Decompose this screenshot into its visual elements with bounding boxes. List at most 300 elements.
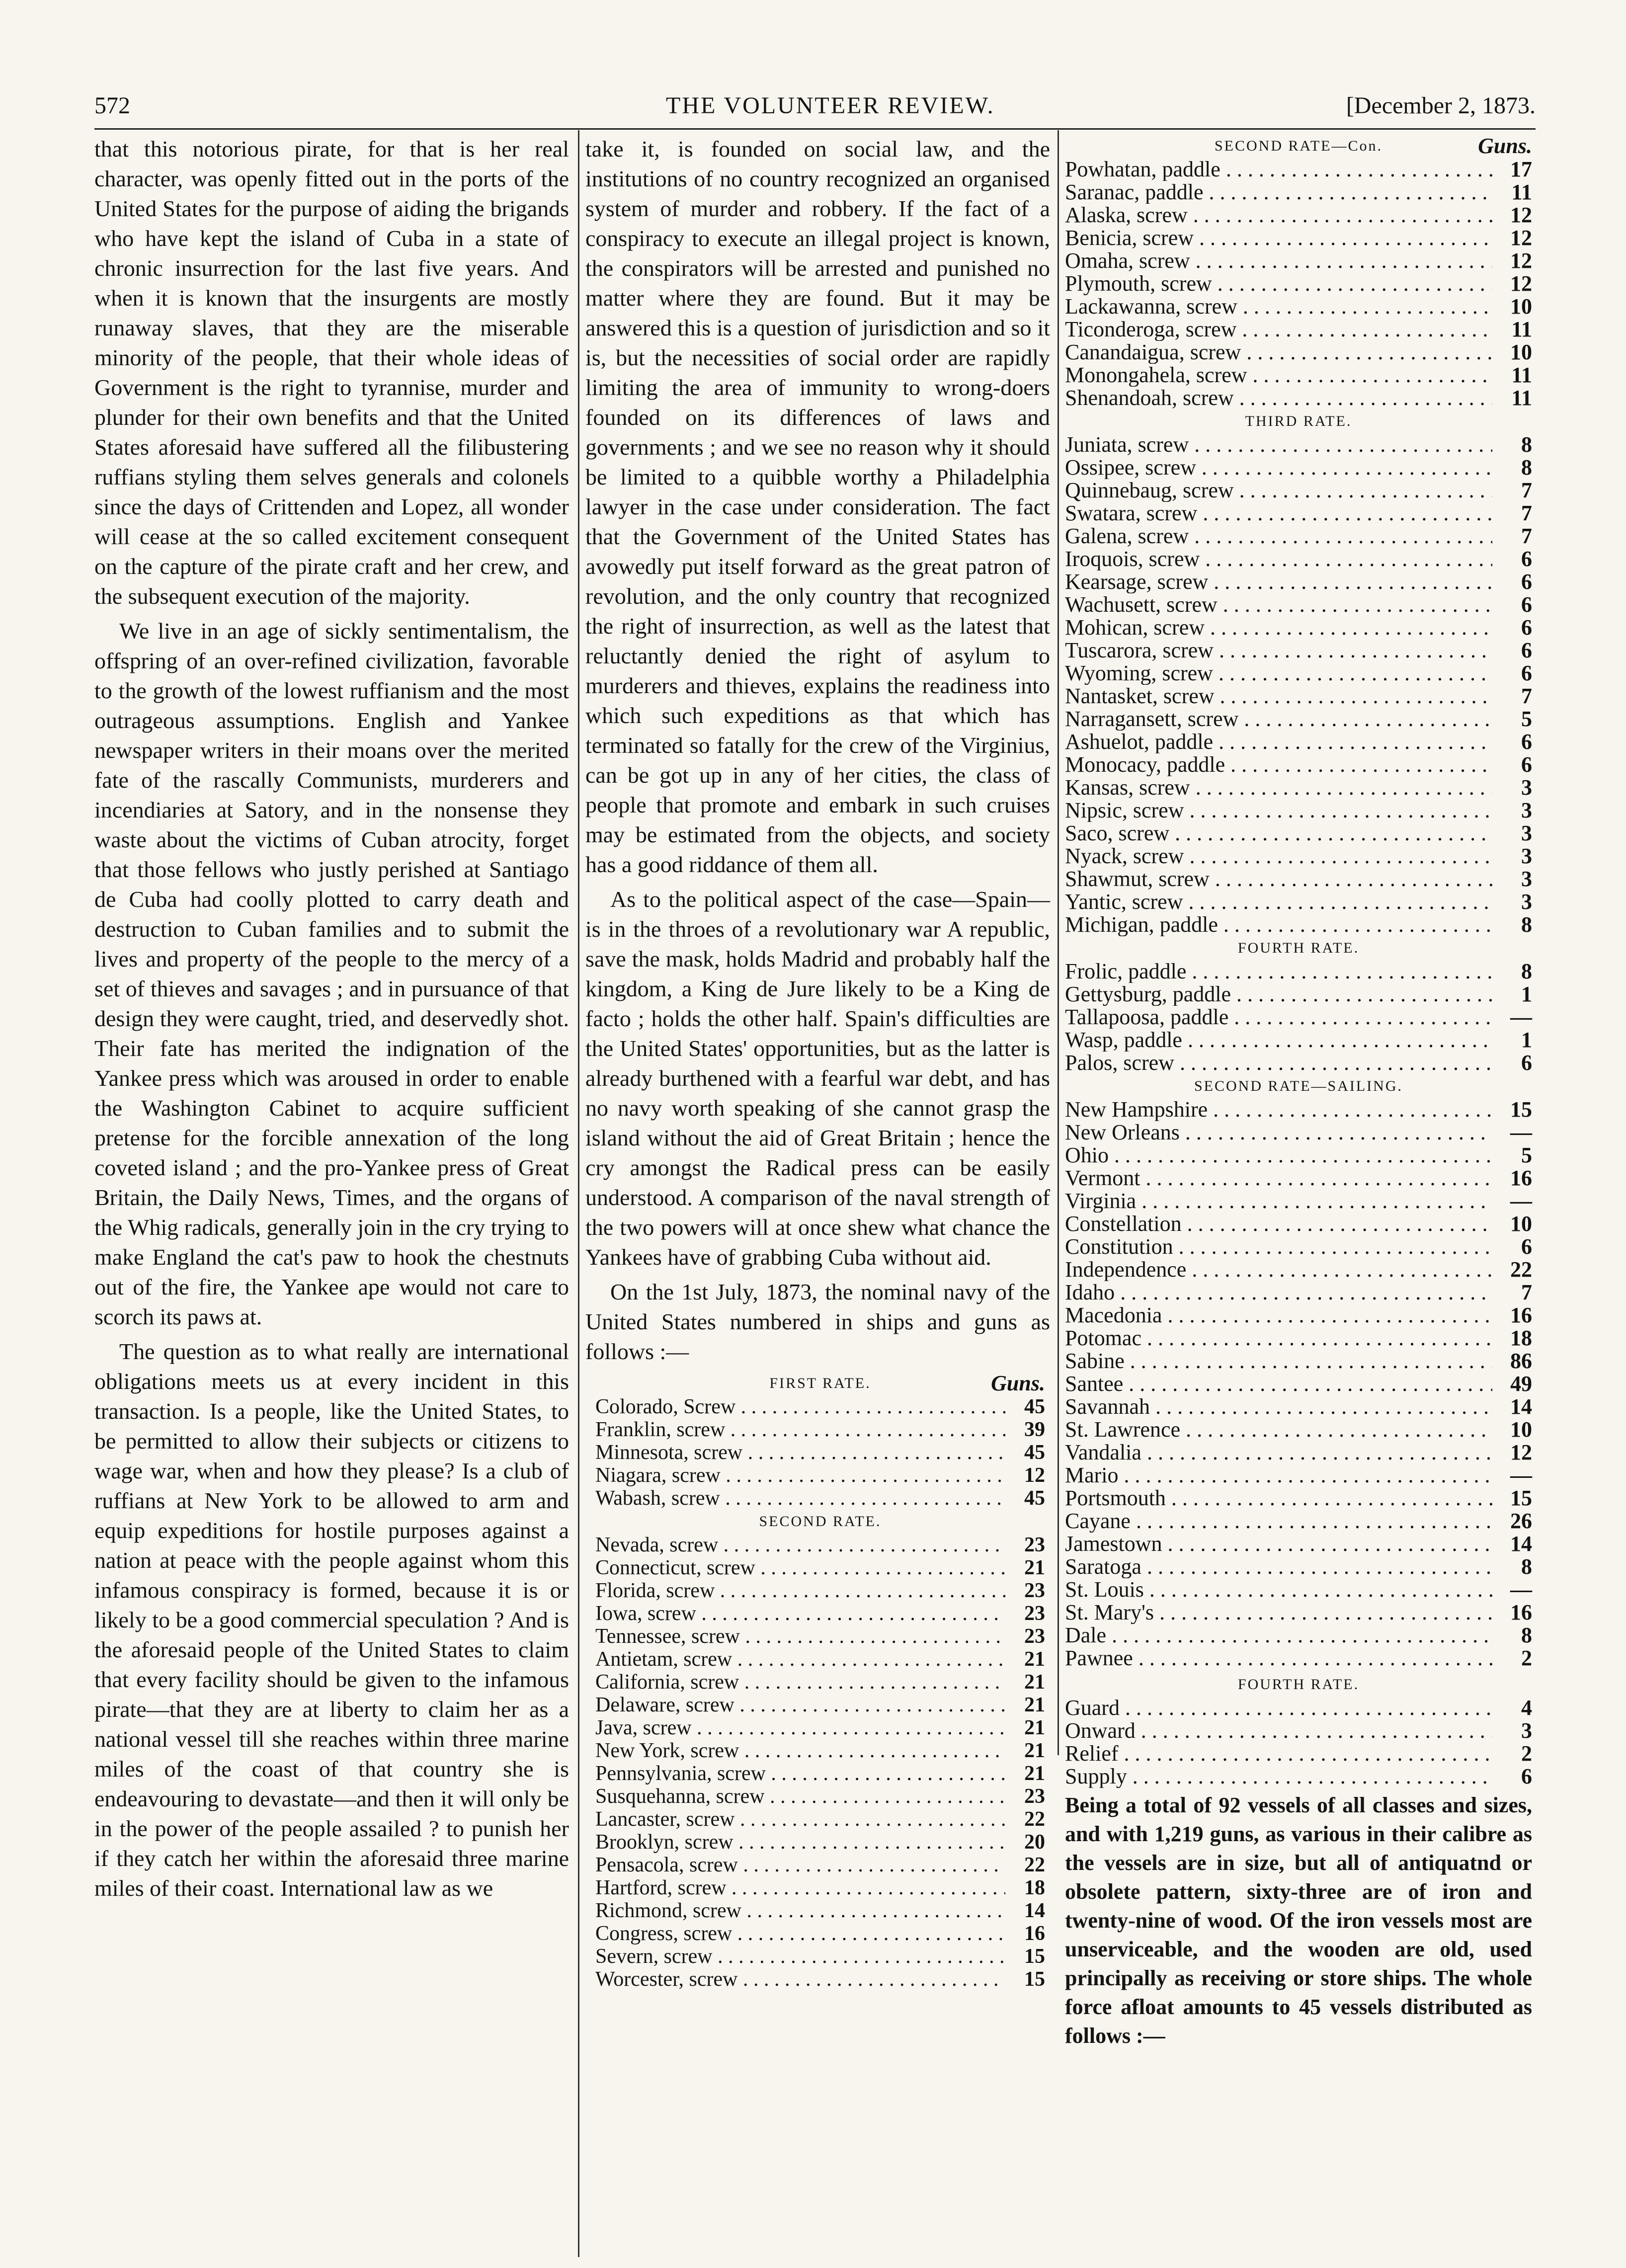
ship-name: Pawnee . . . — [1065, 1647, 1492, 1670]
ship-row — [1065, 341, 1532, 364]
guns-column-heading: Guns. — [1478, 134, 1532, 158]
ship-name: Susquehanna, screw . . . — [595, 1785, 1005, 1808]
ship-name: Independence . . . — [1065, 1258, 1492, 1281]
ship-row — [1065, 1213, 1532, 1235]
ship-guns: 17 — [1510, 157, 1532, 181]
ship-row — [1065, 868, 1532, 891]
ship-row — [595, 1464, 1045, 1487]
ship-name: Ticonderoga, screw . . . — [1065, 318, 1492, 341]
ship-row — [1065, 1555, 1532, 1578]
ship-name: Sabine . . . — [1065, 1350, 1492, 1373]
ship-row — [1065, 776, 1532, 799]
ship-name: Tuscarora, screw . . . — [1065, 639, 1492, 662]
ship-row — [595, 1716, 1045, 1739]
ship-name: St. Louis . . . — [1065, 1578, 1492, 1601]
ship-name: Tallapoosa, paddle . . . — [1065, 1006, 1492, 1029]
ship-row — [1065, 1765, 1532, 1788]
ship-row — [595, 1671, 1045, 1694]
ship-guns: 10 — [1510, 340, 1532, 364]
ship-guns: 8 — [1521, 959, 1532, 983]
ship-row — [595, 1579, 1045, 1602]
page-number: 572 — [94, 92, 130, 119]
ship-guns: 5 — [1521, 1143, 1532, 1167]
ship-name: Mario . . . — [1065, 1464, 1492, 1487]
ship-name: Yantic, screw . . . — [1065, 891, 1492, 913]
ship-row — [1065, 708, 1532, 730]
ship-row — [1065, 639, 1532, 662]
ship-row — [1065, 1235, 1532, 1258]
ship-guns: 11 — [1511, 180, 1532, 204]
ship-name: Java, screw . . . — [595, 1716, 1005, 1739]
ship-row — [1065, 593, 1532, 616]
ship-guns: 1 — [1521, 1028, 1532, 1052]
ship-guns: 7 — [1521, 501, 1532, 525]
navy-table-first-second-rate — [585, 1372, 1050, 1991]
ship-name: Florida, screw . . . — [595, 1579, 1005, 1602]
ship-row — [1065, 845, 1532, 868]
ship-name: Nantasket, screw . . . — [1065, 685, 1492, 708]
ship-name: Wabash, screw . . . — [595, 1487, 1005, 1510]
ship-name: Vermont . . . — [1065, 1167, 1492, 1190]
ship-name: Nevada, screw . . . — [595, 1534, 1005, 1556]
ship-name: Cayane . . . — [1065, 1510, 1492, 1533]
ship-row — [595, 1876, 1045, 1899]
ship-row — [1065, 1167, 1532, 1190]
ship-name: Relief . . . — [1065, 1742, 1492, 1765]
ship-guns: 6 — [1521, 592, 1532, 617]
ship-row — [1065, 204, 1532, 227]
ship-guns: 3 — [1521, 798, 1532, 822]
ship-name: Ossipee, screw . . . — [1065, 456, 1492, 479]
ship-row — [595, 1899, 1045, 1922]
ship-guns: 7 — [1521, 478, 1532, 502]
ship-row — [1065, 960, 1532, 983]
ship-name: Portsmouth . . . — [1065, 1487, 1492, 1510]
ship-guns: 21 — [1024, 1556, 1045, 1579]
ship-row — [1065, 1281, 1532, 1304]
article-paragraph: We live in an age of sickly sentimentalism, the offspring of an over-refined civilization, favorable to the growth of the lowest ruffianism and the most outrageous assumptions. English and Yankee newspaper writers in their moans over the merited fate of the rascally Communists, murderers and incendiaries at Satory, and in the nonsense they waste about the victims of Cuban atrocity, forget that those fellows who justly perished at Santiago de Cuba had coolly plotted to carry death and destruction to Cuban families and to submit the lives and property of the people to the mercy of a set of thieves and savages ; and in pursuance of that design they were caught, tried, and deservedly shot. Their fate has merited the indignation of the Yankee press which was aroused in order to enable the Washington Cabinet to acquire sufficient pretense for the forcible annexation of the long coveted island ; and the pro-Yankee press of Great Britain, the Daily News, Times, and the organs of the Whig radicals, generally join in the cry trying to make England the cat's paw to hook the chestnuts out of the fire, the Yankee ape would not care to scorch its paws at. — [94, 618, 569, 1329]
ship-name: Monongahela, screw . . . — [1065, 364, 1492, 387]
ship-name: Juniata, screw . . . — [1065, 433, 1492, 456]
ship-guns: 2 — [1521, 1741, 1532, 1766]
ship-guns: 6 — [1521, 729, 1532, 754]
ship-row — [1065, 364, 1532, 387]
ship-guns: 23 — [1024, 1785, 1045, 1808]
ship-guns: 21 — [1024, 1648, 1045, 1671]
ship-row — [1065, 1327, 1532, 1350]
ship-name: Shenandoah, screw . . . — [1065, 387, 1492, 409]
ship-name: Dale . . . — [1065, 1624, 1492, 1647]
ship-name: Iroquois, screw . . . — [1065, 548, 1492, 570]
ship-guns: 6 — [1521, 661, 1532, 685]
ship-name: Nipsic, screw . . . — [1065, 799, 1492, 822]
ship-guns: 6 — [1521, 1234, 1532, 1259]
ship-row — [1065, 983, 1532, 1006]
ship-guns: 7 — [1521, 684, 1532, 708]
ship-guns: 15 — [1024, 1945, 1045, 1968]
ship-row — [595, 1602, 1045, 1625]
table-section-heading: SECOND RATE—Con. Guns. — [1214, 134, 1532, 158]
ship-guns: 12 — [1510, 271, 1532, 296]
ship-row — [595, 1762, 1045, 1785]
ship-row — [595, 1854, 1045, 1876]
ship-guns: 45 — [1024, 1487, 1045, 1510]
ship-guns: — — [1510, 1189, 1532, 1213]
ship-row — [595, 1395, 1045, 1418]
ship-guns: 3 — [1521, 775, 1532, 800]
ship-guns: 6 — [1521, 615, 1532, 640]
ship-guns: 6 — [1521, 1764, 1532, 1788]
ship-guns: 23 — [1024, 1602, 1045, 1625]
table-section-heading: THIRD RATE. — [1245, 413, 1352, 429]
ship-row — [1065, 891, 1532, 913]
ship-row — [1065, 548, 1532, 570]
ship-name: New Hampshire . . . — [1065, 1098, 1492, 1121]
ship-guns: 20 — [1024, 1831, 1045, 1854]
ship-name: Hartford, screw . . . — [595, 1876, 1005, 1899]
ship-name: Antietam, screw . . . — [595, 1648, 1005, 1671]
ship-guns: 7 — [1521, 1280, 1532, 1304]
ship-guns: — — [1510, 1463, 1532, 1487]
article-column-3 — [1065, 134, 1532, 2055]
ship-row — [1065, 570, 1532, 593]
ship-row — [1065, 1578, 1532, 1601]
ship-name: Wyoming, screw . . . — [1065, 662, 1492, 685]
ship-row — [595, 1785, 1045, 1808]
ship-name: Iowa, screw . . . — [595, 1602, 1005, 1625]
ship-name: Powhatan, paddle . . . — [1065, 158, 1492, 181]
issue-date: [December 2, 1873. — [1346, 92, 1536, 119]
ship-row — [1065, 1190, 1532, 1213]
ship-row — [595, 1922, 1045, 1945]
ship-guns: 7 — [1521, 524, 1532, 548]
ship-row — [1065, 1258, 1532, 1281]
ship-name: Michigan, paddle . . . — [1065, 913, 1492, 936]
ship-name: Tennessee, screw . . . — [595, 1625, 1005, 1648]
ship-name: Constellation . . . — [1065, 1213, 1492, 1235]
ship-row — [1065, 1647, 1532, 1670]
ship-row — [1065, 1373, 1532, 1395]
ship-row — [1065, 479, 1532, 502]
article-paragraph: The question as to what really are international obligations meets us at every incident in this transaction. Is a people, like the United States, to be permitted to allow their subjects or citizens to wage war, when and how they please? Is a club of ruffians at New York to be allowed to arm and equip expeditions for hostile purposes against a nation at peace with the people against whom this infamous conspiracy is formed, because it is or likely to be a good commercial speculation ? And is the aforesaid people of the United States to claim that every facility should be given to the infamous pirate—that they are at liberty to claim her as a national vessel till she reaches within three marine miles of the coast of that country she is endeavouring to devastate—and then it will only be in the power of the people assailed ? to punish her if they catch her within the aforesaid three marine miles of their coast. International law as we — [94, 1339, 569, 1901]
ship-guns: 21 — [1024, 1694, 1045, 1716]
ship-name: Brooklyn, screw . . . — [595, 1831, 1005, 1854]
ship-name: Kansas, screw . . . — [1065, 776, 1492, 799]
ship-guns: 12 — [1024, 1464, 1045, 1487]
ship-guns: 8 — [1521, 1623, 1532, 1647]
ship-guns: 16 — [1510, 1303, 1532, 1327]
table-section-heading: FIRST RATE. Guns. — [769, 1371, 1045, 1395]
ship-name: Pensacola, screw . . . — [595, 1854, 1005, 1876]
ship-name: Lackawanna, screw . . . — [1065, 295, 1492, 318]
ship-guns: 12 — [1510, 203, 1532, 227]
ship-row — [1065, 502, 1532, 525]
ship-guns: 3 — [1521, 890, 1532, 914]
ship-row — [1065, 1098, 1532, 1121]
ship-row — [595, 1831, 1045, 1854]
ship-name: Quinnebaug, screw . . . — [1065, 479, 1492, 502]
ship-row — [595, 1739, 1045, 1762]
ship-guns: 12 — [1510, 226, 1532, 250]
ship-guns: 14 — [1510, 1394, 1532, 1419]
ship-name: Colorado, Screw . . . — [595, 1395, 1005, 1418]
ship-name: St. Lawrence . . . — [1065, 1418, 1492, 1441]
ship-name: Nyack, screw . . . — [1065, 845, 1492, 868]
article-paragraph: As to the political aspect of the case—Spain—is in the throes of a revolutionary war A republic, save the mask, holds Madrid and probably half the kingdom, a King de Jure likely to be a King de facto ; holds the other half. Spain's difficulties are the United States' opportunities, but as the latter is already burthened with a fearful war debt, and has no navy worth speaking of she cannot grasp the island without the aid of Great Britain ; hence the cry amongst the Radical press can be easily understood. A comparison of the naval strength of the two powers will at once shew what chance the Yankees have of grabbing Cuba without aid. — [585, 887, 1050, 1270]
ship-name: Constitution . . . — [1065, 1235, 1492, 1258]
ship-row — [1065, 1395, 1532, 1418]
ship-row — [1065, 1533, 1532, 1555]
ship-row — [1065, 1487, 1532, 1510]
ship-row — [595, 1808, 1045, 1831]
ship-guns: 8 — [1521, 455, 1532, 480]
ship-guns: 14 — [1024, 1899, 1045, 1922]
ship-guns: 39 — [1024, 1418, 1045, 1441]
ship-guns: 14 — [1510, 1532, 1532, 1556]
ship-row — [1065, 387, 1532, 409]
table-section-heading: SECOND RATE. — [759, 1513, 882, 1530]
header-rule — [94, 128, 1536, 130]
ship-row — [1065, 913, 1532, 936]
table-section-heading: SECOND RATE—SAILING. — [1194, 1078, 1403, 1094]
ship-guns: 2 — [1521, 1646, 1532, 1670]
ship-row — [1065, 1144, 1532, 1167]
article-paragraph: take it, is founded on social law, and the institutions of no country recognized an organised system of murder and robbery. If the fact of a conspiracy to execute an illegal project is known, the conspirators will be arrested and punished no matter where they are found. But it may be answered this is a question of jurisdiction and so it is, but the necessities of social order are rapidly limiting the area of immunity to wrong-doers founded on its differences of laws and governments ; and we see no reason why it should be limited to a quibble worthy a Philadelphia lawyer in the case under consideration. The fact that the Government of the United States has avowedly put itself forward as the great patron of revolution, and the only country that recognized the right of insurrection, as well as the latest that reluctantly denied the right of asylum to murderers and thieves, explains the readiness into which such expeditions as that which has terminated so fatally for the crew of the Virginius, can be got up in any of her cities, the class of people that promote and embark in such cruises may be estimated from the objects, and society has a good riddance of them all. — [585, 136, 1050, 877]
ship-row — [1065, 822, 1532, 845]
ship-row — [1065, 1510, 1532, 1533]
ship-name: Frolic, paddle . . . — [1065, 960, 1492, 983]
ship-name: Shawmut, screw . . . — [1065, 868, 1492, 891]
ship-row — [595, 1968, 1045, 1991]
ship-row — [1065, 1719, 1532, 1742]
ship-guns: 10 — [1510, 1417, 1532, 1442]
ship-row — [1065, 1121, 1532, 1144]
ship-name: Franklin, screw . . . — [595, 1418, 1005, 1441]
ship-guns: 21 — [1024, 1739, 1045, 1762]
ship-name: Severn, screw . . . — [595, 1945, 1005, 1968]
ship-name: Jamestown . . . — [1065, 1533, 1492, 1555]
ship-name: Vandalia . . . — [1065, 1441, 1492, 1464]
ship-row — [595, 1648, 1045, 1671]
ship-guns: 15 — [1024, 1968, 1045, 1991]
ship-row — [1065, 1006, 1532, 1029]
ship-name: Mohican, screw . . . — [1065, 616, 1492, 639]
ship-row — [1065, 1464, 1532, 1487]
ship-guns: 11 — [1511, 363, 1532, 387]
ship-name: Saratoga . . . — [1065, 1555, 1492, 1578]
ship-name: Ohio . . . — [1065, 1144, 1492, 1167]
ship-row — [1065, 1029, 1532, 1052]
ship-guns: 16 — [1024, 1922, 1045, 1945]
ship-name: Galena, screw . . . — [1065, 525, 1492, 548]
ship-name: Saco, screw . . . — [1065, 822, 1492, 845]
ship-guns: 22 — [1024, 1808, 1045, 1831]
ship-guns: 5 — [1521, 707, 1532, 731]
ship-name: Idaho . . . — [1065, 1281, 1492, 1304]
ship-row — [595, 1945, 1045, 1968]
ship-guns: 21 — [1024, 1671, 1045, 1694]
ship-name: Macedonia . . . — [1065, 1304, 1492, 1327]
article-column-1 — [94, 134, 569, 1908]
ship-row — [1065, 662, 1532, 685]
ship-row — [595, 1487, 1045, 1510]
ship-row — [1065, 1624, 1532, 1647]
table-section-heading: FOURTH RATE. — [1237, 940, 1360, 956]
ship-row — [1065, 227, 1532, 249]
ship-row — [1065, 1304, 1532, 1327]
table-section-heading: FOURTH RATE. — [1237, 1676, 1360, 1693]
ship-row — [595, 1625, 1045, 1648]
ship-row — [595, 1418, 1045, 1441]
ship-name: Potomac . . . — [1065, 1327, 1492, 1350]
ship-guns: 23 — [1024, 1534, 1045, 1556]
column-divider — [1057, 130, 1059, 1755]
ship-name: Saranac, paddle . . . — [1065, 181, 1492, 204]
ship-guns: 8 — [1521, 1554, 1532, 1579]
article-column-2 — [585, 134, 1050, 1991]
ship-name: Omaha, screw . . . — [1065, 249, 1492, 272]
ship-row — [1065, 799, 1532, 822]
ship-row — [595, 1694, 1045, 1716]
ship-guns: 22 — [1024, 1854, 1045, 1876]
ship-name: Santee . . . — [1065, 1373, 1492, 1395]
ship-guns: 26 — [1510, 1509, 1532, 1533]
ship-guns: 15 — [1510, 1097, 1532, 1122]
ship-row — [1065, 1052, 1532, 1074]
ship-row — [595, 1441, 1045, 1464]
ship-row — [1065, 249, 1532, 272]
ship-row — [1065, 158, 1532, 181]
ship-name: Gettysburg, paddle . . . — [1065, 983, 1492, 1006]
ship-name: New York, screw . . . — [595, 1739, 1005, 1762]
ship-name: Plymouth, screw . . . — [1065, 272, 1492, 295]
ship-row — [1065, 730, 1532, 753]
ship-guns: 6 — [1521, 569, 1532, 594]
closing-paragraph: Being a total of 92 vessels of all classes and sizes, and with 1,219 guns, as various in their calibre as the vessels are in size, but all of antiquatnd or obsolete pattern, sixty-three are of iron and twenty-nine of wood. Of the iron vessels most are unserviceable, and the wooden are old, used principally as receiving or store ships. The whole force afloat amounts to 45 vessels distributed as follows :— — [1065, 1793, 1532, 2048]
ship-guns: 22 — [1510, 1257, 1532, 1282]
ship-guns: 18 — [1024, 1876, 1045, 1899]
ship-guns: 3 — [1521, 844, 1532, 868]
ship-guns: 12 — [1510, 248, 1532, 273]
ship-row — [1065, 685, 1532, 708]
ship-row — [1065, 295, 1532, 318]
ship-name: Minnesota, screw . . . — [595, 1441, 1005, 1464]
guns-column-heading: Guns. — [991, 1371, 1045, 1395]
ship-name: Congress, screw . . . — [595, 1922, 1005, 1945]
ship-name: Alaska, screw . . . — [1065, 204, 1492, 227]
ship-row — [1065, 1418, 1532, 1441]
ship-guns: 11 — [1511, 317, 1532, 341]
ship-name: Niagara, screw . . . — [595, 1464, 1005, 1487]
ship-name: Narragansett, screw . . . — [1065, 708, 1492, 730]
ship-guns: 8 — [1521, 912, 1532, 937]
ship-name: Canandaigua, screw . . . — [1065, 341, 1492, 364]
ship-name: California, screw . . . — [595, 1671, 1005, 1694]
ship-guns: 10 — [1510, 294, 1532, 319]
ship-name: New Orleans . . . — [1065, 1121, 1492, 1144]
ship-guns: 6 — [1521, 752, 1532, 777]
ship-guns: 11 — [1511, 386, 1532, 410]
ship-name: St. Mary's . . . — [1065, 1601, 1492, 1624]
ship-row — [1065, 616, 1532, 639]
ship-guns: 15 — [1510, 1486, 1532, 1510]
ship-guns: 4 — [1521, 1696, 1532, 1720]
ship-guns: 16 — [1510, 1600, 1532, 1624]
ship-row — [1065, 433, 1532, 456]
ship-guns: 1 — [1521, 982, 1532, 1006]
ship-name: Worcester, screw . . . — [595, 1968, 1005, 1991]
ship-row — [595, 1556, 1045, 1579]
ship-name: Wasp, paddle . . . — [1065, 1029, 1492, 1052]
ship-guns: 3 — [1521, 867, 1532, 891]
publication-title: THE VOLUNTEER REVIEW. — [666, 92, 995, 119]
ship-name: Guard . . . — [1065, 1697, 1492, 1719]
ship-name: Palos, screw . . . — [1065, 1052, 1492, 1074]
ship-guns: 49 — [1510, 1372, 1532, 1396]
page-header — [94, 92, 1536, 127]
ship-guns: 12 — [1510, 1440, 1532, 1464]
ship-guns: 10 — [1510, 1212, 1532, 1236]
ship-guns: 6 — [1521, 1051, 1532, 1075]
ship-guns: 3 — [1521, 1718, 1532, 1743]
ship-name: Wachusett, screw . . . — [1065, 593, 1492, 616]
article-paragraph: that this notorious pirate, for that is her real character, was openly fitted out in the ports of the United States for the purpose of aiding the brigands who have kept the island of Cuba in a state of chronic insurrection for the last five years. And when it is known that the insurgents are mostly runaway slaves, that they are the miserable minority of the people, that their whole ideas of Government is the right to tyrannise, murder and plunder for their own benefits and that the United States aforesaid have suffered all the filibustering ruffians styling them selves generals and colonels since the days of Crittenden and Lopez, all wonder will cease at the so called excitement consequent on the capture of the pirate craft and her crew, and the subsequent execution of the majority. — [94, 136, 569, 609]
ship-guns: 45 — [1024, 1441, 1045, 1464]
ship-name: Pennsylvania, screw . . . — [595, 1762, 1005, 1785]
ship-name: Kearsage, screw . . . — [1065, 570, 1492, 593]
ship-name: Supply . . . — [1065, 1765, 1492, 1788]
ship-guns: 21 — [1024, 1762, 1045, 1785]
ship-guns: 16 — [1510, 1166, 1532, 1190]
ship-guns: 6 — [1521, 547, 1532, 571]
ship-row — [1065, 181, 1532, 204]
ship-name: Swatara, screw . . . — [1065, 502, 1492, 525]
ship-guns: 21 — [1024, 1716, 1045, 1739]
ship-row — [1065, 525, 1532, 548]
ship-name: Delaware, screw . . . — [595, 1694, 1005, 1716]
ship-name: Monocacy, paddle . . . — [1065, 753, 1492, 776]
ship-name: Ashuelot, paddle . . . — [1065, 730, 1492, 753]
ship-guns: 23 — [1024, 1579, 1045, 1602]
ship-row — [1065, 1601, 1532, 1624]
ship-guns: 18 — [1510, 1326, 1532, 1350]
ship-name: Onward . . . — [1065, 1719, 1492, 1742]
column-divider — [578, 130, 579, 2257]
ship-guns: 45 — [1024, 1395, 1045, 1418]
ship-name: Benicia, screw . . . — [1065, 227, 1492, 249]
ship-guns: 8 — [1521, 432, 1532, 457]
ship-row — [1065, 1441, 1532, 1464]
ship-name: Lancaster, screw . . . — [595, 1808, 1005, 1831]
ship-row — [1065, 318, 1532, 341]
ship-name: Richmond, screw . . . — [595, 1899, 1005, 1922]
ship-row — [1065, 456, 1532, 479]
ship-guns: 86 — [1510, 1349, 1532, 1373]
ship-row — [1065, 1697, 1532, 1719]
ship-guns: — — [1510, 1120, 1532, 1144]
ship-name: Connecticut, screw . . . — [595, 1556, 1005, 1579]
ship-row — [595, 1534, 1045, 1556]
ship-guns: 6 — [1521, 638, 1532, 662]
ship-name: Savannah . . . — [1065, 1395, 1492, 1418]
ship-guns: 23 — [1024, 1625, 1045, 1648]
ship-guns: — — [1510, 1577, 1532, 1602]
ship-name: Virginia . . . — [1065, 1190, 1492, 1213]
ship-row — [1065, 753, 1532, 776]
ship-row — [1065, 272, 1532, 295]
ship-guns: — — [1510, 1005, 1532, 1029]
ship-guns: 3 — [1521, 821, 1532, 845]
